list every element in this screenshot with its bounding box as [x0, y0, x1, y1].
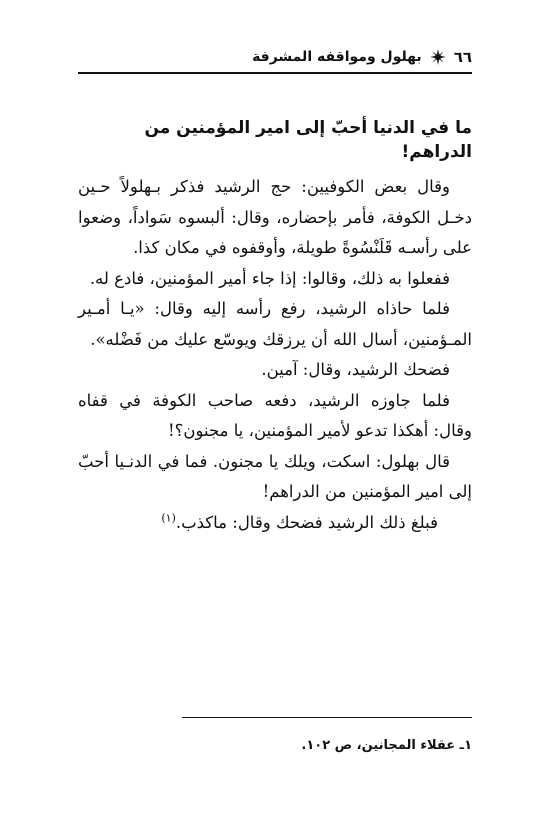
paragraph: ففعلوا به ذلك، وقالوا: إذا جاء أمير المؤمنين، فادع له. — [89, 268, 450, 288]
page-header — [78, 44, 472, 70]
paragraph-last-text: فبلغ ذلك الرشيد فضحك وقال: ماكذب. — [175, 512, 438, 532]
footnote: ١ـ عقلاء المجانين، ص ١٠٢. — [301, 738, 472, 753]
body-text — [78, 172, 472, 538]
paragraph: وقال بعض الكوفيين: حج الرشيد فذكر بـهلولاً حـين دخـل الكوفة، فأمر بإحضاره، وقال: ألبسوه سَواداً، وضعوا على رأسـه قَلَنْسُوةً طويلة، وأوقفوه في مكان كذا. — [78, 177, 472, 257]
paragraph: فلما حاذاه الرشيد، رفع رأسه إليه وقال: «يـا أمـير المـؤمنين، أسال الله أن يرزقك ويوسّع عليك من فَضْله». — [78, 299, 472, 349]
paragraph: فلما جاوزه الرشيد، دفعه صاحب الكوفة في قفاه وقال: أهكذا تدعو لأمير المؤمنين، يا مجنون؟! — [78, 390, 472, 440]
header-divider — [78, 72, 472, 74]
paragraph: قال بهلول: اسكت، ويلك يا مجنون. فما في الدنـيا أحبّ إلى امير المؤمنين من الدراهم! — [78, 451, 472, 501]
paragraph-last — [78, 508, 472, 539]
section-title: ما في الدنيا أحبّ إلى امير المؤمنين من الدراهم! — [144, 118, 472, 162]
running-title: بهلول ومواقفه المشرفة — [252, 49, 422, 65]
paragraph: فضحك الرشيد، وقال: آمين. — [261, 360, 450, 379]
page-number: ٦٦ — [453, 48, 472, 66]
footnote-divider — [182, 717, 472, 718]
footnote-marker: (١) — [161, 511, 176, 524]
star-ornament-icon — [430, 49, 446, 65]
